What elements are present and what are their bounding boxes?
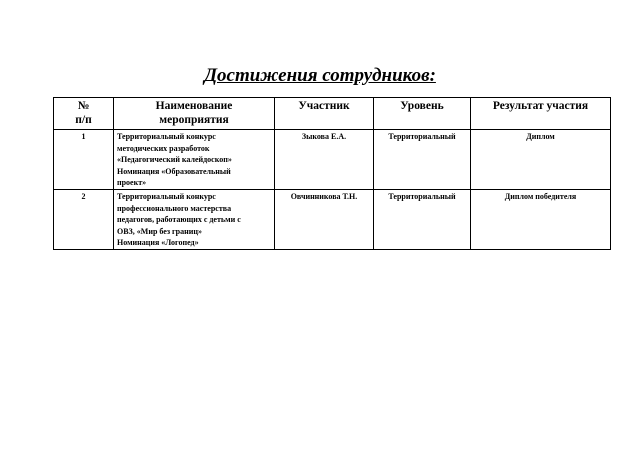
cell-participant: Зыкова Е.А. xyxy=(275,130,374,190)
event-line: ОВЗ, «Мир без границ» xyxy=(117,226,202,236)
event-line: Территориальный конкурс xyxy=(117,132,216,141)
cell-number: 2 xyxy=(54,190,114,250)
header-participant: Участник xyxy=(275,98,374,130)
cell-result: Диплом победителя xyxy=(471,190,611,250)
cell-event xyxy=(114,130,275,190)
achievements-table xyxy=(53,97,611,250)
header-level: Уровень xyxy=(374,98,471,130)
header-number-line2: п/п xyxy=(75,114,92,126)
header-number-line1: № xyxy=(77,100,90,112)
event-line: профессионального мастерства xyxy=(117,203,232,213)
header-event-line1: Наименование xyxy=(155,100,233,112)
table-row xyxy=(54,130,611,190)
event-line: «Педагогический калейдоскоп» xyxy=(117,155,232,164)
event-line: Номинация «Логопед» xyxy=(117,238,199,247)
event-line: проект» xyxy=(117,178,147,187)
event-line: методических разработок xyxy=(117,143,210,153)
event-line: Номинация «Образовательный xyxy=(117,166,231,176)
table-header-row xyxy=(54,98,611,130)
header-event xyxy=(114,98,275,130)
cell-level: Территориальный xyxy=(374,190,471,250)
cell-level: Территориальный xyxy=(374,130,471,190)
header-number xyxy=(54,98,114,130)
table-row xyxy=(54,190,611,250)
page-title: Достижения сотрудников: xyxy=(204,65,436,86)
cell-participant: Овчинникова Т.Н. xyxy=(275,190,374,250)
header-event-line2: мероприятия xyxy=(159,114,229,126)
cell-event xyxy=(114,190,275,250)
cell-result: Диплом xyxy=(471,130,611,190)
header-result: Результат участия xyxy=(471,98,611,130)
event-line: Территориальный конкурс xyxy=(117,192,216,201)
cell-number: 1 xyxy=(54,130,114,190)
event-line: педагогов, работающих с детьми с xyxy=(117,215,241,224)
